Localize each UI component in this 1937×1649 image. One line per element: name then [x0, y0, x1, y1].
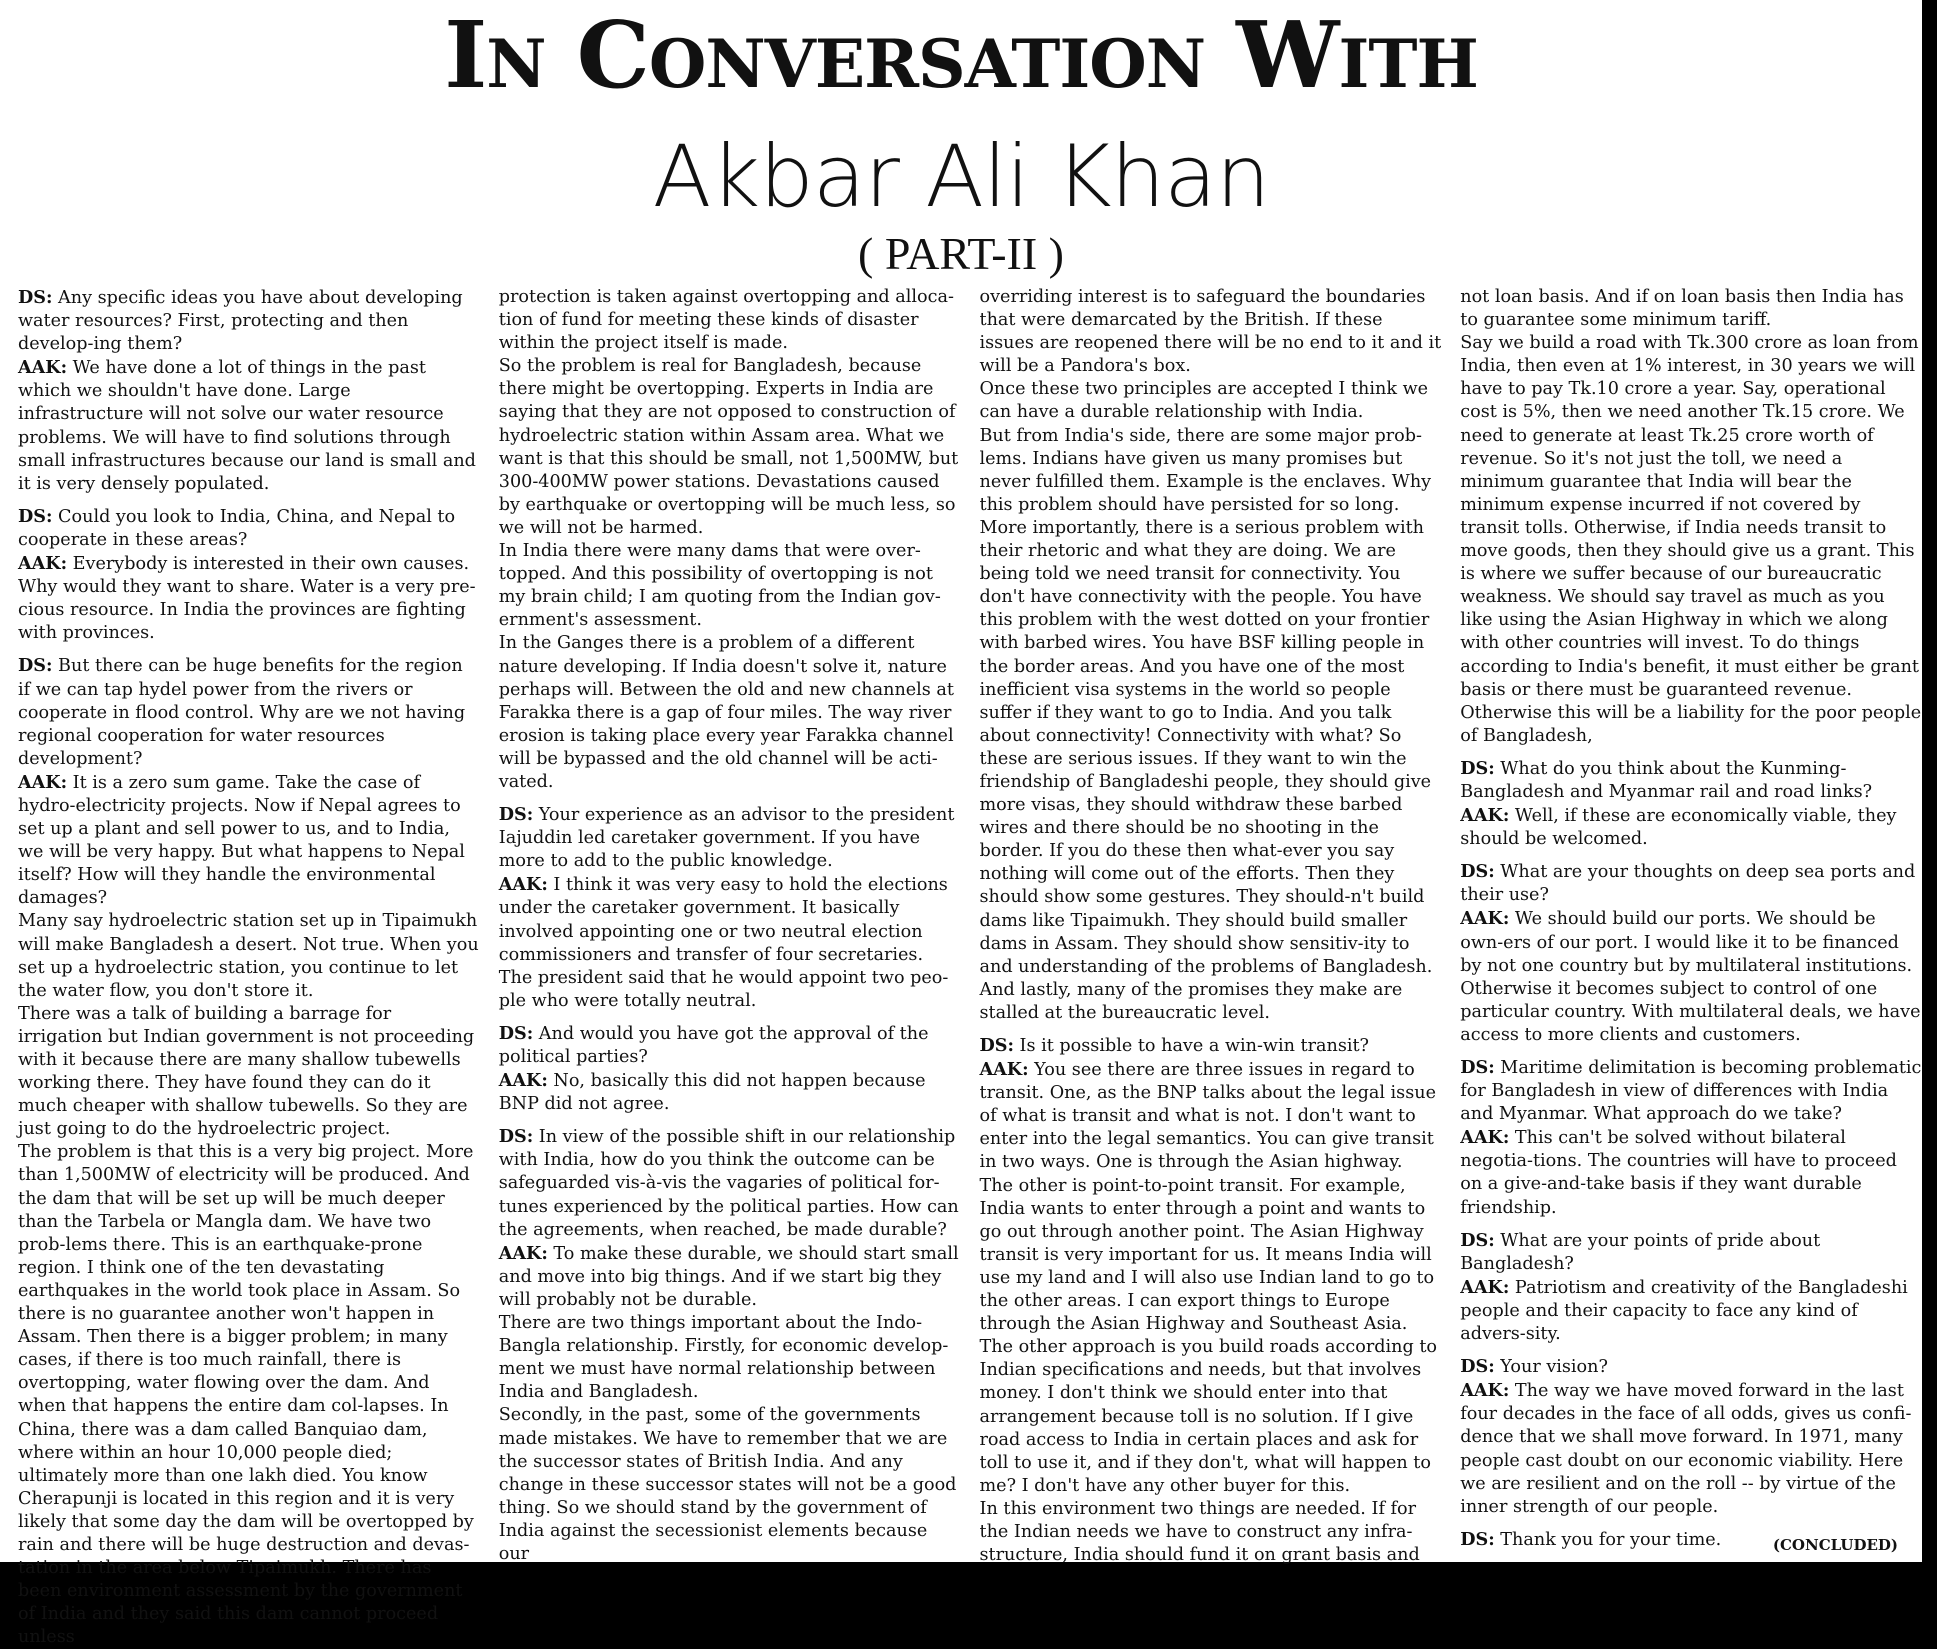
paragraph-text: protection is taken against overtopping and alloca-tion of fund for meeting these kinds of disaster within the project itself is made. [498, 287, 954, 354]
article-column [18, 286, 480, 1648]
interviewee-name: Akbar Ali Khan [652, 127, 1270, 227]
paragraph-text: But there can be huge benefits for the region if we can tap hydel power from the rivers or cooperate in flood control. Why are we not having regional cooperation for water resources development? [18, 656, 466, 769]
article-paragraph [1460, 1229, 1922, 1276]
paragraph-text: This can't be solved without bilateral negotia-tions. The countries will have to proceed on a give-and-take basis if they want durable friendship. [1460, 1128, 1897, 1218]
speaker-label-aak: AAK: [498, 874, 548, 896]
paragraph-text: Many say hydroelectric station set up in Tipaimukh will make Bangladesh a desert. Not true. When you set up a hydroelectric station, you continue to let the water flow, you don't store it. [18, 911, 479, 1001]
article-paragraph [1460, 757, 1922, 804]
article-paragraph [499, 1069, 961, 1116]
article-paragraph [18, 1141, 480, 1649]
paragraph-text: Could you look to India, China, and Nepal to cooperate in these areas? [18, 506, 456, 550]
paragraph-text: In the Ganges there is a problem of a different nature developing. If India doesn't solve it, nature perhaps will. Between the old and new channels at Farakka there is a gap of four miles. The way river erosion is taking place every year Farakka channel will be bypassed and the old channel will be acti-vated. [498, 633, 954, 792]
paragraph-text: There was a talk of building a barrage for irrigation but Indian government is not proceeding with it because there are many shallow tubewells working there. They have found they can do it much cheaper with shallow tubewells. So they are just going to do the hydroelectric project. [18, 1003, 475, 1140]
article-column [498, 286, 961, 1564]
article-paragraph [499, 803, 961, 873]
article-paragraph [980, 517, 1442, 979]
paragraph-text: Your experience as an advisor to the president Iajuddin led caretaker government. If you have more to add to the public knowledge. [498, 805, 955, 872]
article-paragraph [1460, 1056, 1922, 1126]
article-paragraph [18, 771, 480, 911]
paragraph-text: So the problem is real for Bangladesh, because there might be overtopping. Experts in India are saying that they are not opposed to construction of hydroelectric station within Assam area. What we want is that this should be small, not 1,500MW, but 300-400MW power stations. Devastations caused by earthquake or overtopping will be much less, so we will not be harmed. [498, 356, 959, 538]
paragraph-text: To make these durable, we should start small and move into big things. And if we start big they will probably not be durable. [498, 1243, 959, 1310]
article-paragraph [499, 1125, 961, 1241]
article-paragraph [18, 1003, 480, 1142]
paragraph-text: In view of the possible shift in our relationship with India, how do you think the outcome can be safeguarded vis-à-vis the vagaries of political for-tunes experienced by the political parties. How can the agreements, when reached, be made durable? [498, 1127, 959, 1240]
part-label: ( PART-II ) [858, 228, 1064, 279]
article-paragraph [980, 1034, 1442, 1058]
article-paragraph [1460, 804, 1922, 851]
article-paragraph [499, 1312, 961, 1404]
article-paragraph [1460, 907, 1922, 1047]
speaker-label-aak: AAK: [1460, 805, 1510, 827]
headline [0, 1, 1922, 115]
paragraph-text: Thank you for your time. [1494, 1529, 1722, 1550]
speaker-label-aak: AAK: [1460, 908, 1510, 930]
speaker-label-ds: DS: [18, 505, 53, 527]
speaker-label-ds: DS: [498, 1126, 534, 1148]
article-paragraph [499, 873, 961, 1013]
article-column [1460, 286, 1922, 1561]
paragraph-text: overriding interest is to safeguard the boundaries that were demarcated by the British. If these issues are reopened there will be no end to it and it will be a Pandora's box. [979, 287, 1442, 377]
article-paragraph [18, 286, 480, 356]
paragraph-text: But from India's side, there are some major prob-lems. Indians have given us many promises but never fulfilled them. Example is the enclaves. Why this problem should have persisted for so long. [979, 425, 1432, 515]
headline-in-cap: I [444, 1, 487, 109]
article-paragraph [499, 1022, 961, 1069]
paragraph-text: Everybody is interested in their own causes. Why would they want to share. Water is a very pre-cious resource. In India the provinces are fighting with provinces. [18, 554, 476, 644]
paragraph-text: Any specific ideas you have about developing water resources? First, protecting and then develop-ing them? [18, 288, 463, 355]
speaker-label-ds: DS: [18, 287, 53, 308]
article-paragraph [1460, 1379, 1922, 1519]
article-paragraph [1460, 332, 1922, 748]
article-columns [18, 286, 1922, 1648]
headline-with-rest: ITH [1338, 25, 1478, 103]
paragraph-text: I think it was very easy to hold the elections under the caretaker government. It basically involved appointing one or two neutral election commissioners and transfer of four secretaries. The president said that he would appoint two peo-ple who were totally neutral. [498, 875, 949, 1011]
speaker-label-ds: DS: [1460, 1057, 1495, 1078]
article-paragraph [499, 632, 961, 794]
article-paragraph [18, 654, 480, 770]
paragraph-text: The problem is that this is a very big project. More than 1,500MW of electricity will be produced. And the dam that will be set up will be much deeper than the Tarbela or Mangla dam. We have two prob-lems there. This is an earthquake-prone region. I think one of the ten devastating earthquakes in the world took place in Assam. So there is no guarantee another won't happen in Assam. Then there is a bigger problem; in many cases, if there is too much rainfall, there is overtopping, water flowing over the dam. And when that happens the entire dam col-lapses. In China, there was a dam called Banquiao dam, where within an hour 10,000 people died; ultimately more than one lakh died. You know Cherapunji is located in this region and it is very likely that some day the dam will be overtopped by rain and there will be huge destruction and devas-tation in the area below Tipaimukh. There has been environment assessment by the government of India and they said this dam cannot proceed unless [18, 1142, 474, 1648]
paragraph-text: Well, if these are economically viable, they should be welcomed. [1460, 806, 1897, 850]
paragraph-text: The other approach is you build roads according to Indian specifications and needs, but that involves money. I don't think we should enter into that arrangement because toll is no solution. If I give road access to India in certain places and ask for toll to use it, and if they don't, what will happen to me? I don't have any other buyer for this. [979, 1337, 1437, 1496]
article-paragraph [980, 1498, 1442, 1567]
speaker-label-ds: DS: [979, 1035, 1014, 1056]
article-paragraph [1460, 1355, 1922, 1379]
paragraph-text: Once these two principles are accepted I think we can have a durable relationship with India. [979, 379, 1429, 423]
speaker-label-aak: AAK: [979, 1059, 1029, 1081]
article-paragraph [980, 1058, 1442, 1336]
paragraph-text: Say we build a road with Tk.300 crore as loan from India, then even at 1% interest, in 30 years we will have to pay Tk.10 crore a year. Say, operational cost is 5%, then we need another Tk.15 crore. We need to generate at least Tk.25 crore worth of revenue. So it's not just the toll, we need a minimum guarantee that India will bear the minimum expense incurred if not covered by transit tolls. Otherwise, if India needs transit to move goods, then they should give us a grant. This is where we suffer because of our bureaucratic weakness. We should say travel as much as you like using the Asian Highway in which we along with other countries will invest. To do things according to India's benefit, it must either be grant basis or there must be guaranteed revenue. Otherwise this will be a liability for the poor people of Bangladesh, [1460, 333, 1922, 746]
paragraph-text: In India there were many dams that were over-topped. And this possibility of overtopping is not my brain child; I am quoting from the Indian gov-ernment's assessment. [498, 541, 941, 631]
paragraph-text: There are two things important about the Indo-Bangla relationship. Firstly, for economic develop-ment we must have normal relationship between India and Bangladesh. [498, 1313, 949, 1403]
speaker-label-ds: DS: [1460, 861, 1495, 883]
speaker-label-ds: DS: [1460, 757, 1495, 779]
article-paragraph [499, 540, 961, 632]
article-paragraph [18, 505, 480, 552]
speaker-label-ds: DS: [1460, 1528, 1495, 1550]
speaker-label-aak: AAK: [498, 1242, 548, 1264]
paragraph-text: Is it possible to have a win-win transit? [1013, 1036, 1369, 1056]
headline-conversation-cap: C [576, 1, 649, 109]
article-paragraph [1460, 286, 1922, 332]
article-paragraph [18, 552, 480, 645]
speaker-label-aak: AAK: [1460, 1380, 1510, 1402]
paragraph-text: In this environment two things are needed. If for the Indian needs we have to construct any infra-structure, India should fund it on grant basis and [979, 1498, 1420, 1566]
paragraph-text: We should build our ports. We should be own-ers of our port. I would like it to be financed by not one country but by multilateral institutions. Otherwise it becomes subject to control of one particular country. With multilateral deals, we have access to more clients and customers. [1460, 909, 1921, 1045]
article-paragraph [18, 910, 480, 1002]
concluded-label: (CONCLUDED) [1772, 1536, 1898, 1554]
article-paragraph [980, 1336, 1442, 1498]
paragraph-text: We have done a lot of things in the past which we shouldn't have done. Large infrastructure will not solve our water resource problems. We will have to find solutions through small infrastructures because our land is small and it is very densely populated. [18, 358, 476, 494]
article-paragraph [1460, 860, 1922, 907]
paragraph-text: What are your points of pride about Bangladesh? [1460, 1230, 1821, 1274]
article-paragraph [499, 1242, 961, 1312]
paragraph-text: Patriotism and creativity of the Bangladeshi people and their capacity to face any kind of advers-sity. [1460, 1277, 1908, 1345]
paragraph-text: Your vision? [1494, 1357, 1608, 1378]
speaker-label-ds: DS: [498, 1022, 534, 1044]
speaker-label-aak: AAK: [1460, 1127, 1510, 1149]
headline-in-rest: N [486, 25, 546, 103]
article-paragraph [499, 1404, 961, 1566]
article-paragraph [980, 979, 1442, 1025]
article-paragraph [1460, 1276, 1922, 1346]
paragraph-text: More importantly, there is a serious problem with their rhetoric and what they are doing. We are being told we need transit for connectivity. You don't have connectivity with the people. You have this problem with the west dotted on your frontier with barbed wires. You have BSF killing people in the border areas. And you have one of the most inefficient visa systems in the world so people suffer if they want to go to India. And you talk about connectivity! Connectivity with what? So these are serious issues. If they want to win the friendship of Bangladeshi people, they should give more visas, they should withdraw these barbed wires and there should be no shooting in the border. If you do these then what-ever you say nothing will come out of the efforts. Then they should show some gestures. They should-n't build dams like Tipaimukh. They should build smaller dams in Assam. They should show sensitiv-ity to and understanding of the problems of Bangladesh. [979, 517, 1433, 977]
article-paragraph [980, 286, 1442, 378]
paragraph-text: And would you have got the approval of the political parties? [498, 1023, 929, 1067]
speaker-label-ds: DS: [498, 804, 534, 826]
paragraph-text: No, basically this did not happen because BNP did not agree. [498, 1071, 926, 1115]
speaker-label-ds: DS: [1460, 1356, 1495, 1378]
article-paragraph [1460, 1126, 1922, 1219]
paragraph-text: The way we have moved forward in the last four decades in the face of all odds, gives us confi-dence that we shall move forward. In 1971, many people cast doubt on our economic viability. Here we are resilient and on the roll -- by virtue of the inner strength of our people. [1460, 1381, 1912, 1517]
paragraph-text: What do you think about the Kunming-Bangladesh and Myanmar rail and road links? [1460, 758, 1873, 802]
headline-with-cap: W [1236, 1, 1339, 109]
paragraph-text: What are your thoughts on deep sea ports and their use? [1460, 862, 1916, 906]
article-paragraph [499, 286, 961, 355]
headline-conversation-rest: ONVERSATION [648, 25, 1206, 103]
paragraph-text: not loan basis. And if on loan basis then India has to guarantee some minimum tariff. [1460, 287, 1904, 331]
speaker-label-aak: AAK: [1460, 1276, 1510, 1298]
speaker-label-aak: AAK: [498, 1070, 548, 1092]
speaker-label-aak: AAK: [18, 771, 68, 793]
title-block [0, 0, 1922, 279]
paragraph-text: And lastly, many of the promises they make are stalled at the bureaucratic level. [979, 979, 1403, 1023]
speaker-label-aak: AAK: [18, 553, 68, 575]
paragraph-text: You see there are three issues in regard to transit. One, as the BNP talks about the legal issue of what is transit and what is not. I don't want to enter into the legal semantics. You can give transit in two ways. One is through the Asian highway. The other is point-to-point transit. For example, India wants to enter through a point and wants to go out through another point. The Asian Highway transit is very important for us. It means India will use my land and I will also use Indian land to go to the other areas. I can export things to Europe through the Asian Highway and Southeast Asia. [979, 1060, 1436, 1335]
paragraph-text: Maritime delimitation is becoming problematic for Bangladesh in view of differences with India and Myanmar. What approach do we take? [1460, 1058, 1922, 1125]
article-paragraph [18, 356, 480, 496]
speaker-label-aak: AAK: [18, 357, 68, 379]
article-paragraph [980, 378, 1442, 424]
speaker-label-ds: DS: [18, 655, 53, 677]
paragraph-text: It is a zero sum game. Take the case of hydro-electricity projects. Now if Nepal agrees to set up a plant and sell power to us, and to India, we will be very happy. But what happens to Nepal itself? How will they handle the environmental damages? [18, 772, 465, 909]
speaker-label-ds: DS: [1460, 1229, 1495, 1251]
paragraph-text: Secondly, in the past, some of the governments made mistakes. We have to remember that we are the successor states of British India. And any change in these successor states will not be a good thing. So we should stand by the government of India against the secessionist elements because our [498, 1405, 957, 1564]
article-paragraph [980, 425, 1442, 517]
article-paragraph [499, 355, 961, 540]
article-column [979, 286, 1442, 1566]
